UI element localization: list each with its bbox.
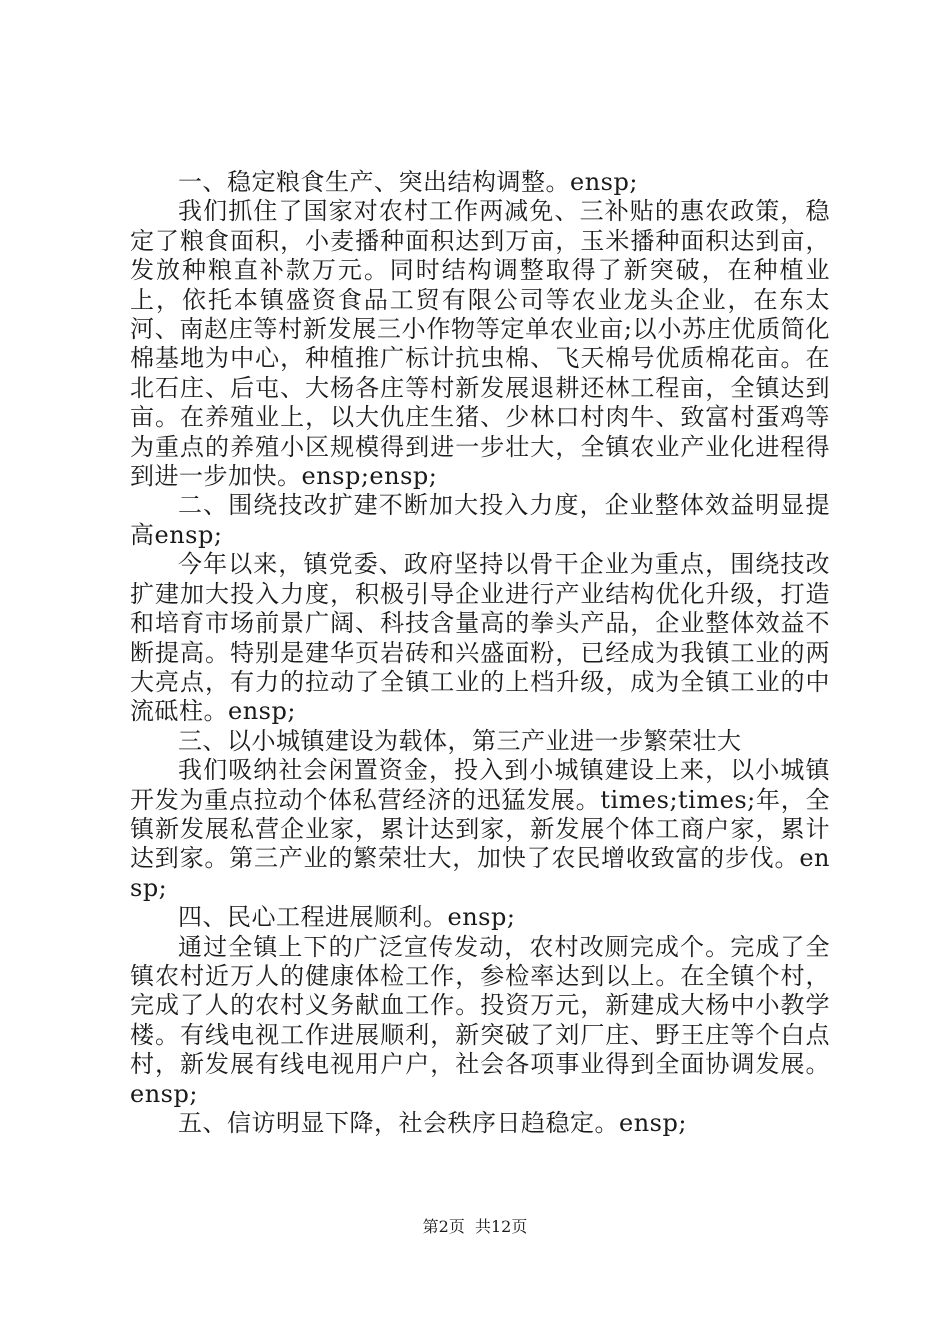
section-heading-5: 五、信访明显下降，社会秩序日趋稳定。ensp; — [178, 1109, 687, 1137]
section-heading-4: 四、民心工程进展顺利。ensp; — [178, 903, 516, 932]
section-heading-1: 一、稳定粮食生产、突出结构调整。ensp; — [178, 168, 638, 196]
paragraph-3: 我们吸纳社会闲置资金，投入到小城镇建设上来，以小城镇开发为重点拉动个体私营经济的迅猛发展。times;times;年，全镇新发展私营企业家，累计达到家，新发展个体工商户家，累计达到家。第三产业的繁荣壮大，加快了农民增收致富的步伐。ensp; — [130, 756, 830, 902]
page-number-footer: 第2页 共12页 — [422, 1217, 528, 1236]
paragraph-1: 我们抓住了国家对农村工作两减免、三补贴的惠农政策，稳定了粮食面积，小麦播种面积达到万亩，玉米播种面积达到亩，发放种粮直补款万元。同时结构调整取得了新突破，在种植业上，依托本镇盛资食品工贸有限公司等农业龙头企业，在东太河、南赵庄等村新发展三小作物等定单农业亩;以小苏庄优质简化棉基地为中心，种植推广标计抗虫棉、飞天棉号优质棉花亩。在北石庄、后屯、大杨各庄等村新发展退耕还林工程亩，全镇达到亩。在养殖业上，以大仇庄生猪、少林口村肉牛、致富村蛋鸡等为重点的养殖小区规模得到进一步壮大，全镇农业产业化进程得到进一步加快。ensp;ensp; — [130, 197, 830, 491]
paragraph-2: 今年以来，镇党委、政府坚持以骨干企业为重点，围绕技改扩建加大投入力度，积极引导企业进行产业结构优化升级，打造和培育市场前景广阔、科技含量高的拳头产品，企业整体效益不断提高。特别是建华页岩砖和兴盛面粉，已经成为我镇工业的两大亮点，有力的拉动了全镇工业的上档升级，成为全镇工业的中流砥柱。ensp; — [130, 550, 830, 726]
section-heading-2: 二、围绕技改扩建不断加大投入力度，企业整体效益明显提高ensp; — [130, 491, 830, 549]
section-heading-3: 三、以小城镇建设为载体，第三产业进一步繁荣壮大 — [178, 726, 742, 755]
paragraph-4: 通过全镇上下的广泛宣传发动，农村改厕完成个。完成了全镇农村近万人的健康体检工作，参检率达到以上。在全镇个村，完成了人的农村义务献血工作。投资万元，新建成大杨中小教学楼。有线电视工作进展顺利，新突破了刘厂庄、野王庄等个白点村，新发展有线电视用户户，社会各项事业得到全面协调发展。ensp; — [130, 932, 830, 1108]
document-body — [130, 168, 830, 1138]
